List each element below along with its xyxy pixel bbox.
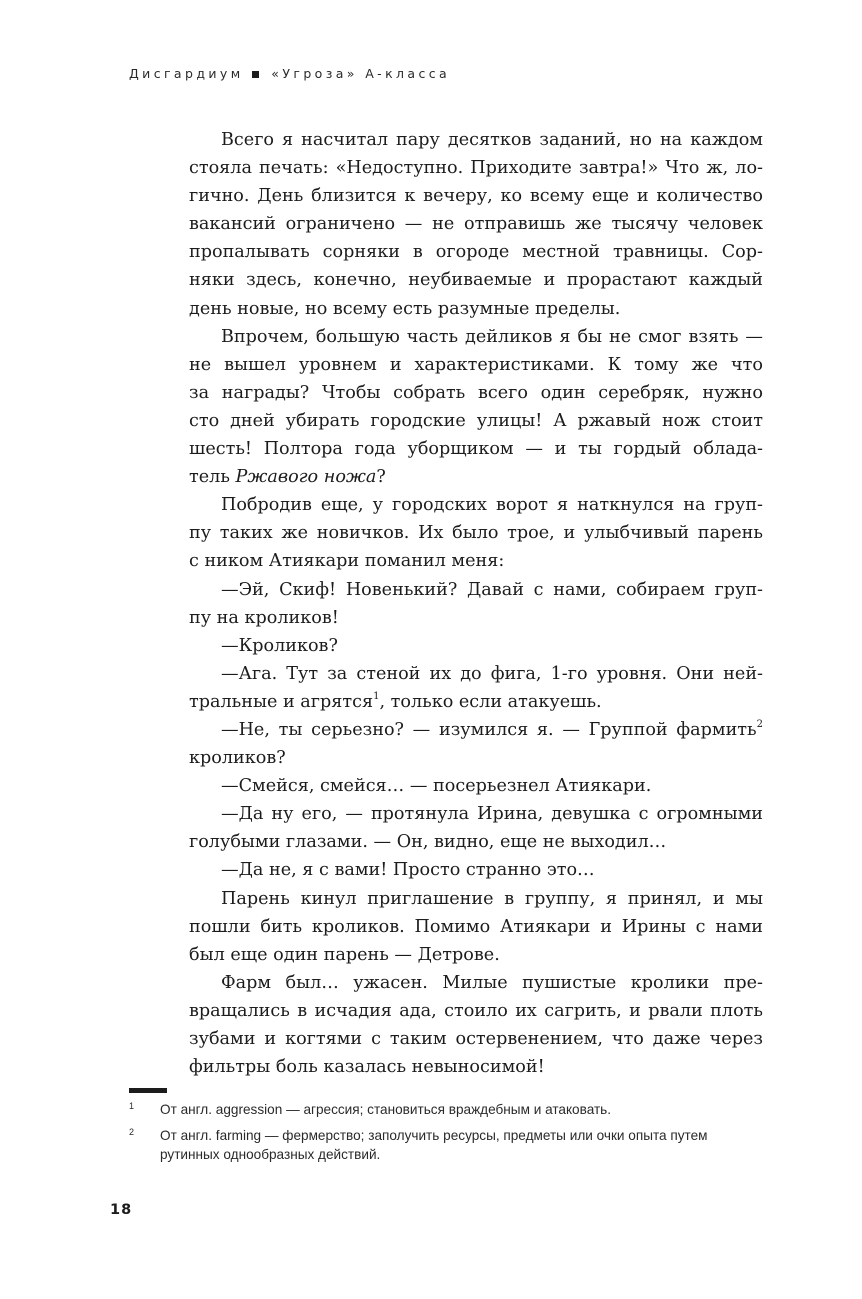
text-line: фильтры боль казалась невыносимой! xyxy=(189,1057,545,1078)
text-line: —Смейся, смейся… — посерьезнел Атиякари. xyxy=(221,776,652,797)
footnote-number: 2 xyxy=(129,1127,135,1137)
text-line xyxy=(189,463,763,491)
book-subtitle: «Угроза» А-класса xyxy=(271,66,451,81)
text-line: —Ага. Тут за стеной их до фига, 1-го уровня. Они ней- xyxy=(221,663,763,684)
line-text: , только если атакуешь. xyxy=(379,691,602,712)
line-text: тель xyxy=(189,467,236,488)
text-line: няки здесь, конечно, неубиваемые и прорастают каждый xyxy=(189,270,763,291)
text-line: —Эй, Скиф! Новенький? Давай с нами, собираем груп- xyxy=(221,579,763,600)
footnote-text: От англ. aggression — агрессия; становиться враждебным и атаковать. xyxy=(160,1102,612,1117)
line-text: —Не, ты серьезно? — изумился я. — Группой фармить xyxy=(221,719,757,740)
text-line: Впрочем, большую часть дейликов я бы не смог взять — xyxy=(221,326,763,347)
body-text xyxy=(189,126,763,1081)
text-line: —Да не, я с вами! Просто странно это… xyxy=(221,860,595,881)
footnote-rule xyxy=(129,1088,167,1093)
page-number: 18 xyxy=(110,1202,133,1218)
text-line: за награды? Чтобы собрать всего один серебряк, нужно xyxy=(189,382,763,403)
text-line: Побродив еще, у городских ворот я наткнулся на груп- xyxy=(221,495,763,516)
text-line: был еще один парень — Детрове. xyxy=(189,944,500,965)
text-line: вакансий ограничено — не отправишь же тысячу человек xyxy=(189,214,763,235)
text-line: стояла печать: «Недоступно. Приходите завтра!» Что ж, ло- xyxy=(189,158,763,179)
text-line: кроликов? xyxy=(189,748,286,769)
text-line: Парень кинул приглашение в группу, я принял, и мы xyxy=(221,888,763,909)
footnote-ref[interactable]: 2 xyxy=(756,718,763,730)
text-line: пошли бить кроликов. Помимо Атиякари и Ирины с нами xyxy=(189,916,763,937)
text-line: Всего я насчитал пару десятков заданий, но на каждом xyxy=(221,130,763,150)
text-line: вращались в исчадия ада, стоило их сагрить, и рвали плоть xyxy=(189,1000,763,1021)
text-line: гично. День близится к вечеру, ко всему еще и количество xyxy=(189,186,763,207)
text-line: сто дней убирать городские улицы! А ржавый нож стоит xyxy=(189,410,763,431)
text-line: день новые, но всему есть разумные пределы. xyxy=(189,298,621,319)
text-line xyxy=(189,688,763,716)
footnote-ref[interactable]: 1 xyxy=(373,690,380,702)
text-line: зубами и когтями с таким остервенением, что даже через xyxy=(189,1029,763,1049)
text-line: пропалывать сорняки в огороде местной травницы. Сор- xyxy=(189,242,763,263)
footnote-number: 1 xyxy=(129,1101,135,1111)
footnote xyxy=(129,1100,739,1119)
text-line: голубыми глазами. — Он, видно, еще не выходил… xyxy=(189,832,667,853)
line-text: тральные и агрятся xyxy=(189,691,374,712)
text-line: Фарм был… ужасен. Милые пушистые кролики пре- xyxy=(221,972,763,993)
square-separator-icon xyxy=(252,71,259,78)
book-title: Дисгардиум xyxy=(129,66,244,81)
text-line: пу на кроликов! xyxy=(189,607,339,628)
text-line: —Кроликов? xyxy=(221,635,338,656)
footnotes xyxy=(129,1100,739,1171)
footnote xyxy=(129,1126,739,1164)
text-line: не вышел уровнем и характеристиками. К тому же что xyxy=(189,354,763,375)
running-head xyxy=(129,66,450,81)
text-line: —Да ну его, — протянула Ирина, девушка с огромными xyxy=(221,804,763,825)
line-text: ? xyxy=(376,467,386,488)
text-line: пу таких же новичков. Их было трое, и улыбчивый парень xyxy=(189,523,763,544)
text-line xyxy=(189,716,763,744)
italic-item-name: Ржавого ножа xyxy=(235,467,377,488)
text-line: с ником Атиякари поманил меня: xyxy=(189,551,505,572)
footnote-text: От англ. farming — фермерство; заполучить ресурсы, предметы или очки опыта путем рутинных однообразных действий. xyxy=(160,1128,708,1162)
text-line: шесть! Полтора года уборщиком — и ты гордый облада- xyxy=(189,439,763,460)
